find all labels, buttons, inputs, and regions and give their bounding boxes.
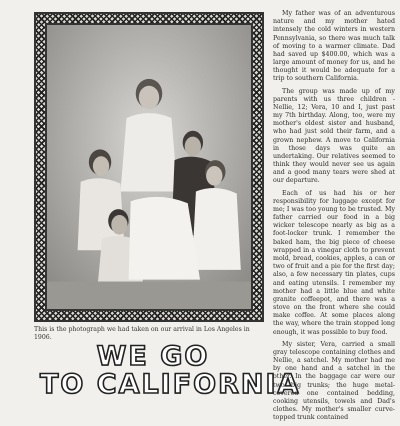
headline-line-1: WE GO [96,341,210,372]
article-paragraph: My sister, Vera, carried a small gray telescope containing clothes and Nellie, a satchel. My mother had me by one hand and a satchel in the other. In the baggage car were our two big trunks; the huge metal-covered one contained bedding, cooking utensils, towels and Dad's clothes. My mother's smaller curve-topped trunk contained [273,340,395,422]
article-headline [40,341,301,401]
article-paragraph: My father was of an adventurous nature and my mother hated intensely the cold winters in western Pennsylvania, so there was much talk of moving to a warmer climate. Dad had saved up $400.00, which was a large amount of money for us, and he thought it would be adequate for a trip to southern California. [273,10,395,83]
headline-line-2: TO CALIFORNIA [40,369,301,401]
article-paragraph: The group was made up of my parents with us three children - Nellie, 12; Vera, 10 and I, just past my 7th birthday. Along, too, were my mother's oldest sister and husband, who had just sold their farm, and a grown nephew. A move to California in those days was quite an undertaking. Our relatives seemed to think they would never see us again and a good many tears were shed at our departure. [273,87,395,185]
article-body [273,10,395,426]
article-paragraph: Each of us had his or her responsibility for luggage except for me; I was too young to be trusted. My father carried our food in a big wicker telescope nearly as big as a foot-locker trunk. I remember the baked ham, the big piece of cheese wrapped in a vinegar cloth to prevent mold, bread, cookies, apples, a can or two of fruit and a pie for the first day; also, a few necessary tin plates, cups and eating utensils. I remember my mother had a little blue and white granite coffeepot, and there was a stove on the front where she could make coffee. At some places along the way, where the train stopped long enough, it was possible to buy food. [273,189,395,336]
photo-frame [34,12,264,322]
photo-caption: This is the photograph we had taken on our arrival in Los Angeles in 1906. [34,326,250,342]
family-photograph [45,23,253,311]
